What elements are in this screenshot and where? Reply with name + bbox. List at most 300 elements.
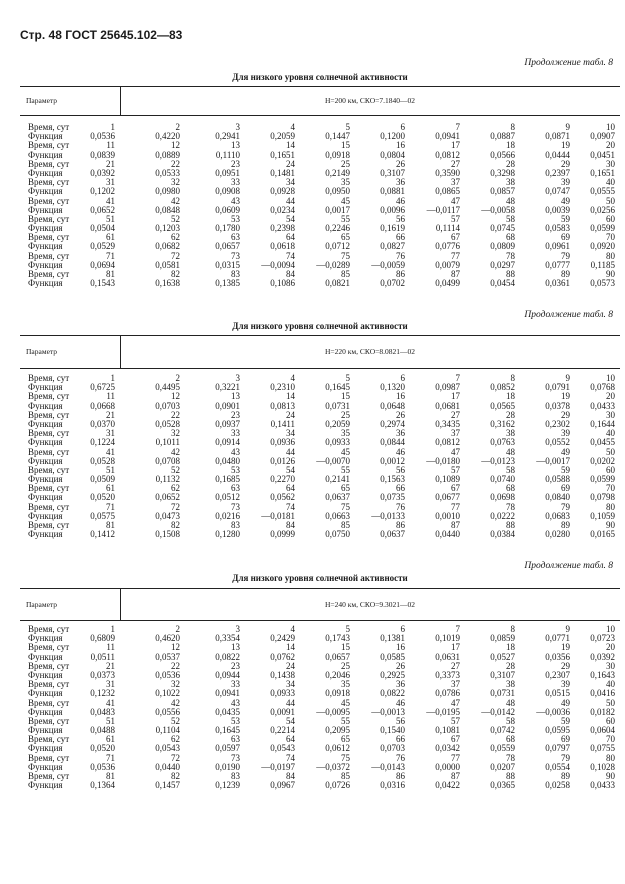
table-cell: 0,0840: [545, 492, 570, 503]
table-cell: 39: [561, 428, 570, 439]
table-cell: 26: [396, 409, 405, 420]
table-cell: 49: [561, 697, 570, 708]
table-cell: —0,0095: [316, 706, 350, 717]
table-cell: 31: [106, 428, 115, 439]
table-cell: 0,1224: [90, 437, 115, 448]
table-cell: 45: [341, 697, 350, 708]
row-label: Время, сут: [28, 250, 70, 261]
table-cell: 0,0575: [90, 510, 115, 521]
table-cell: 17: [451, 391, 460, 402]
continuation-label: Продолжение табл. 8: [524, 561, 613, 571]
table-cell: 0,0612: [325, 743, 350, 754]
table-cell: 0,0637: [380, 529, 405, 540]
table-cell: 0,0745: [490, 223, 515, 234]
table-cell: 23: [231, 409, 240, 420]
table-cell: 73: [231, 752, 240, 763]
table-cell: 0,0480: [215, 455, 240, 466]
table-cell: 0,1381: [380, 633, 405, 644]
table-cell: 0,3162: [490, 418, 515, 429]
table-cell: 0,0859: [490, 633, 515, 644]
row-label: Функция: [28, 529, 63, 540]
table-cell: 0,0609: [215, 204, 240, 215]
table-cell: 22: [171, 409, 180, 420]
table-cell: 1: [110, 373, 115, 383]
table-cell: 54: [286, 213, 295, 224]
table-cell: 0,0933: [270, 688, 295, 699]
table-cell: 0,1743: [325, 633, 350, 644]
table-cell: 49: [561, 446, 570, 457]
table-cell: 0,0652: [155, 492, 180, 503]
table-cell: 89: [561, 520, 570, 530]
table-cell: 0,0852: [490, 382, 515, 393]
table-cell: 85: [341, 520, 350, 530]
table-cell: 0,0554: [545, 761, 570, 772]
table-cell: 0,0488: [90, 725, 115, 736]
row-label: Время, сут: [28, 464, 70, 475]
table-cell: 34: [286, 428, 295, 439]
row-label: Функция: [28, 400, 63, 411]
table-cell: 0,0529: [90, 241, 115, 252]
table-cell: 0,0941: [435, 131, 460, 142]
table-cell: 0,1081: [435, 725, 460, 736]
table-cell: 0,0595: [545, 725, 570, 736]
table-cell: 17: [451, 140, 460, 151]
table-cell: —0,0059: [371, 259, 405, 270]
table-cell: 0,0440: [155, 761, 180, 772]
table-cell: 55: [341, 464, 350, 475]
table-cell: 0,0987: [435, 382, 460, 393]
row-label: Время, сут: [28, 642, 70, 653]
table-cell: 0,2095: [325, 725, 350, 736]
table-cell: 53: [231, 213, 240, 224]
table-cell: 36: [396, 428, 405, 439]
table-cell: —0,0143: [371, 761, 405, 772]
table-cell: 0,2307: [545, 669, 570, 680]
table-cell: 0,0918: [325, 688, 350, 699]
table-cell: 0,0907: [590, 131, 615, 142]
table-cell: 67: [451, 232, 460, 243]
table-cell: 0,0536: [90, 761, 115, 772]
table-cell: 0,4220: [155, 131, 180, 142]
table-cell: 45: [341, 195, 350, 206]
table-cell: 32: [171, 428, 180, 439]
table-cell: 9: [565, 122, 570, 132]
table-cell: 68: [506, 232, 515, 243]
table-cell: 90: [606, 520, 615, 530]
table-cell: 70: [606, 483, 615, 494]
table-cell: 55: [341, 715, 350, 726]
table-cell: 54: [286, 715, 295, 726]
table-cell: 33: [231, 428, 240, 439]
table-cell: 68: [506, 483, 515, 494]
table-cell: 0,2059: [325, 418, 350, 429]
table-cell: 0,0378: [545, 400, 570, 411]
table-cell: 61: [106, 232, 115, 243]
table-cell: 0,1643: [590, 669, 615, 680]
table-cell: 46: [396, 697, 405, 708]
table-cell: 42: [171, 195, 180, 206]
table-cell: 44: [286, 195, 295, 206]
table-cell: 50: [606, 195, 615, 206]
table-cell: 0,0871: [545, 131, 570, 142]
table-cell: 40: [606, 177, 615, 188]
row-label: Функция: [28, 633, 63, 644]
row-label: Функция: [28, 725, 63, 736]
table-cell: 0,0703: [155, 400, 180, 411]
table-cell: 58: [506, 715, 515, 726]
table-cell: 34: [286, 177, 295, 188]
table-cell: 0,0961: [545, 241, 570, 252]
table-cell: 10: [606, 373, 615, 383]
table-cell: 3: [235, 373, 240, 383]
table-cell: 82: [171, 520, 180, 530]
table-cell: 27: [451, 409, 460, 420]
table-cell: 0,0202: [590, 455, 615, 466]
table-cell: 48: [506, 697, 515, 708]
row-label: Время, сут: [28, 446, 70, 457]
table-cell: 0,0747: [545, 186, 570, 197]
table-cell: 0,1457: [155, 780, 180, 791]
table-cell: 0,0520: [90, 492, 115, 503]
row-label: Функция: [28, 669, 63, 680]
table-cell: 0,0694: [90, 259, 115, 270]
row-label: Функция: [28, 706, 63, 717]
row-label: Время, сут: [28, 520, 70, 530]
table-cell: 0,2398: [270, 223, 295, 234]
table-cell: 0,0433: [590, 780, 615, 791]
table-cell: 0,2046: [325, 669, 350, 680]
table-cell: 32: [171, 177, 180, 188]
table-cell: 0,0392: [90, 167, 115, 178]
table-cell: 0,0373: [90, 669, 115, 680]
table-cell: 0,0914: [215, 437, 240, 448]
table-cell: 0,1780: [215, 223, 240, 234]
table-cell: 31: [106, 679, 115, 690]
table-cell: 49: [561, 195, 570, 206]
table-cell: 18: [506, 642, 515, 653]
row-label: Функция: [28, 474, 63, 485]
row-label: Время, сут: [28, 734, 70, 745]
table-cell: 0,1132: [155, 474, 180, 485]
table-cell: 25: [341, 660, 350, 671]
table-cell: 20: [606, 391, 615, 402]
table-cell: 0,0865: [435, 186, 460, 197]
table-cell: 72: [171, 752, 180, 763]
table-cell: 50: [606, 446, 615, 457]
table-cell: 10: [606, 122, 615, 132]
table-cell: —0,0070: [316, 455, 350, 466]
table-cell: 0,0182: [590, 706, 615, 717]
table-cell: 70: [606, 734, 615, 745]
table-cell: 74: [286, 501, 295, 512]
table-cell: 0,2397: [545, 167, 570, 178]
continuation-label: Продолжение табл. 8: [524, 58, 613, 68]
table-cell: 81: [106, 269, 115, 279]
table-cell: 0,1185: [590, 259, 615, 270]
table-cell: 0,0776: [435, 241, 460, 252]
table-cell: 68: [506, 734, 515, 745]
row-label: Функция: [28, 167, 63, 178]
table-cell: 71: [106, 501, 115, 512]
table-cell: 0,0750: [325, 529, 350, 540]
table-cell: 12: [171, 391, 180, 402]
table-cell: 0,0941: [215, 688, 240, 699]
table-cell: 17: [451, 642, 460, 653]
table-cell: 0,0657: [215, 241, 240, 252]
table-cell: 80: [606, 752, 615, 763]
table-cell: 0,0096: [380, 204, 405, 215]
table-cell: 43: [231, 697, 240, 708]
row-label: Время, сут: [28, 232, 70, 243]
table-cell: 51: [106, 464, 115, 475]
table-cell: 90: [606, 269, 615, 279]
table-cell: 5: [345, 373, 350, 383]
table-cell: 56: [396, 213, 405, 224]
table-cell: 0,3435: [435, 418, 460, 429]
table-cell: 46: [396, 446, 405, 457]
table-cell: 19: [561, 642, 570, 653]
table-cell: 0,1447: [325, 131, 350, 142]
table-cell: 34: [286, 679, 295, 690]
table-cell: 0,1114: [435, 223, 460, 234]
table-cell: 71: [106, 752, 115, 763]
table-cell: 0,0791: [545, 382, 570, 393]
table-cell: 60: [606, 464, 615, 475]
table-cell: 77: [451, 501, 460, 512]
table-cell: 0,1685: [215, 474, 240, 485]
table-cell: 42: [171, 697, 180, 708]
table-cell: 0,0809: [490, 241, 515, 252]
table-cell: 0,1280: [215, 529, 240, 540]
table-cell: 0,0012: [380, 455, 405, 466]
table-cell: 0,0512: [215, 492, 240, 503]
table-cell: 30: [606, 409, 615, 420]
table-cell: 75: [341, 752, 350, 763]
table-cell: 29: [561, 660, 570, 671]
table-cell: 74: [286, 752, 295, 763]
table-cell: 0,0908: [215, 186, 240, 197]
table-cell: 0,0316: [380, 780, 405, 791]
table-cell: 19: [561, 391, 570, 402]
table-cell: 11: [106, 642, 115, 653]
row-label: Функция: [28, 278, 63, 289]
table-cell: 37: [451, 679, 460, 690]
table-cell: 0,0735: [380, 492, 405, 503]
param-header: Параметр: [26, 599, 58, 609]
table-cell: 0,0663: [325, 510, 350, 521]
table-cell: 67: [451, 734, 460, 745]
row-label: Функция: [28, 455, 63, 466]
table-cell: 52: [171, 715, 180, 726]
table-cell: 0,0509: [90, 474, 115, 485]
table-cell: —0,0036: [536, 706, 570, 717]
table-cell: 0,2925: [380, 669, 405, 680]
table-cell: 0,0556: [155, 706, 180, 717]
table-cell: 82: [171, 771, 180, 781]
table-cell: 0,0762: [270, 651, 295, 662]
table-cell: 0,0536: [155, 669, 180, 680]
table-cell: 0,0648: [380, 400, 405, 411]
table-cell: 0,0848: [155, 204, 180, 215]
table-cell: 0,0222: [490, 510, 515, 521]
table-cell: 0,1619: [380, 223, 405, 234]
table-cell: 85: [341, 771, 350, 781]
table-cell: 0,1543: [90, 278, 115, 289]
table-cell: 0,0566: [490, 149, 515, 160]
table-cell: 87: [451, 771, 460, 781]
continuation-label: Продолжение табл. 8: [524, 310, 613, 320]
table-cell: 0,0039: [545, 204, 570, 215]
table-cell: —0,0181: [261, 510, 295, 521]
table-cell: 57: [451, 464, 460, 475]
table-cell: 44: [286, 446, 295, 457]
table-cell: 72: [171, 250, 180, 261]
row-label: Время, сут: [28, 771, 70, 781]
table-cell: 86: [396, 520, 405, 530]
table-cell: 0,0944: [215, 669, 240, 680]
table-cell: 0,0017: [325, 204, 350, 215]
table-block: [20, 0, 620, 884]
table-cell: 0,0079: [435, 259, 460, 270]
table-cell: 81: [106, 771, 115, 781]
table-cell: 52: [171, 464, 180, 475]
table-cell: 0,1202: [90, 186, 115, 197]
table-cell: 39: [561, 177, 570, 188]
table-cell: 79: [561, 250, 570, 261]
table-cell: 31: [106, 177, 115, 188]
table-cell: 84: [286, 771, 295, 781]
table-cell: 54: [286, 464, 295, 475]
table-cell: 39: [561, 679, 570, 690]
table-cell: 1: [110, 624, 115, 634]
table-cell: 25: [341, 409, 350, 420]
table-cell: 0,1645: [325, 382, 350, 393]
table-cell: 0,0726: [325, 780, 350, 791]
table-cell: 0,2429: [270, 633, 295, 644]
table-cell: 5: [345, 624, 350, 634]
table-cell: 73: [231, 501, 240, 512]
table-cell: 7: [455, 624, 460, 634]
table-cell: 16: [396, 140, 405, 151]
table-cell: 0,0798: [590, 492, 615, 503]
table-cell: 0,3354: [215, 633, 240, 644]
table-cell: 12: [171, 642, 180, 653]
row-label: Время, сут: [28, 660, 70, 671]
table-cell: 23: [231, 158, 240, 169]
table-cell: 0,0857: [490, 186, 515, 197]
table-cell: 0,0652: [90, 204, 115, 215]
table-cell: 32: [171, 679, 180, 690]
table-cell: 0,0812: [435, 149, 460, 160]
table-cell: 78: [506, 752, 515, 763]
table-cell: 38: [506, 679, 515, 690]
table-cell: 24: [286, 409, 295, 420]
table-cell: 72: [171, 501, 180, 512]
table-cell: 45: [341, 446, 350, 457]
table-cell: 0,0533: [155, 167, 180, 178]
table-cell: 6: [400, 122, 405, 132]
table-cell: 0,0599: [590, 474, 615, 485]
table-cell: 60: [606, 213, 615, 224]
table-cell: 57: [451, 213, 460, 224]
table-cell: 0,0618: [270, 241, 295, 252]
table-cell: 0,0822: [215, 651, 240, 662]
table-cell: —0,0195: [426, 706, 460, 717]
table-cell: 0,1089: [435, 474, 460, 485]
table-cell: 14: [286, 140, 295, 151]
table-cell: 10: [606, 624, 615, 634]
table-cell: 0,3590: [435, 167, 460, 178]
table-cell: 0,2149: [325, 167, 350, 178]
table-cell: 0,2059: [270, 131, 295, 142]
table-cell: 0,0543: [155, 743, 180, 754]
table-cell: 41: [106, 195, 115, 206]
table-cell: 0,2214: [270, 725, 295, 736]
table-cell: 0,0562: [270, 492, 295, 503]
table-cell: 50: [606, 697, 615, 708]
table-cell: 38: [506, 177, 515, 188]
table-cell: 0,0742: [490, 725, 515, 736]
table-cell: 25: [341, 158, 350, 169]
table-row: [20, 781, 620, 790]
table-cell: 24: [286, 158, 295, 169]
table-cell: 0,0588: [545, 474, 570, 485]
table-cell: 0,0555: [590, 186, 615, 197]
table-cell: 69: [561, 734, 570, 745]
table-cell: 0,0703: [380, 743, 405, 754]
table-cell: 0,0740: [490, 474, 515, 485]
table-cell: 58: [506, 464, 515, 475]
table-cell: 0,0723: [590, 633, 615, 644]
table-cell: 0,4495: [155, 382, 180, 393]
table-cell: 0,0681: [435, 400, 460, 411]
table-cell: 69: [561, 483, 570, 494]
table-cell: 0,1239: [215, 780, 240, 791]
table-cell: 43: [231, 195, 240, 206]
row-label: Функция: [28, 259, 63, 270]
table-cell: 0,0528: [155, 418, 180, 429]
table-cell: 29: [561, 409, 570, 420]
table-cell: 65: [341, 483, 350, 494]
table-cell: 2: [175, 624, 180, 634]
condition-header: H=200 км, СКО=7.1840—02: [325, 96, 415, 105]
table-cell: 51: [106, 715, 115, 726]
table-cell: 76: [396, 250, 405, 261]
table-cell: 0,0731: [325, 400, 350, 411]
table-cell: 8: [510, 624, 515, 634]
table-cell: 90: [606, 771, 615, 781]
table-cell: 61: [106, 483, 115, 494]
table-cell: 64: [286, 232, 295, 243]
table-cell: 27: [451, 660, 460, 671]
table-cell: 44: [286, 697, 295, 708]
table-cell: 15: [341, 140, 350, 151]
table-cell: 0,0573: [590, 278, 615, 289]
param-header: Параметр: [26, 347, 58, 356]
table-cell: 14: [286, 642, 295, 653]
table-cell: 4: [290, 122, 295, 132]
table-cell: 0,1364: [90, 780, 115, 791]
table-cell: —0,0094: [261, 259, 295, 270]
table-cell: 80: [606, 501, 615, 512]
table-cell: 27: [451, 158, 460, 169]
table-cell: 41: [106, 446, 115, 457]
table-cell: 0,0708: [155, 455, 180, 466]
table-cell: 53: [231, 464, 240, 475]
table-cell: 0,0597: [215, 743, 240, 754]
table-cell: 21: [106, 409, 115, 420]
table-cell: 35: [341, 428, 350, 439]
